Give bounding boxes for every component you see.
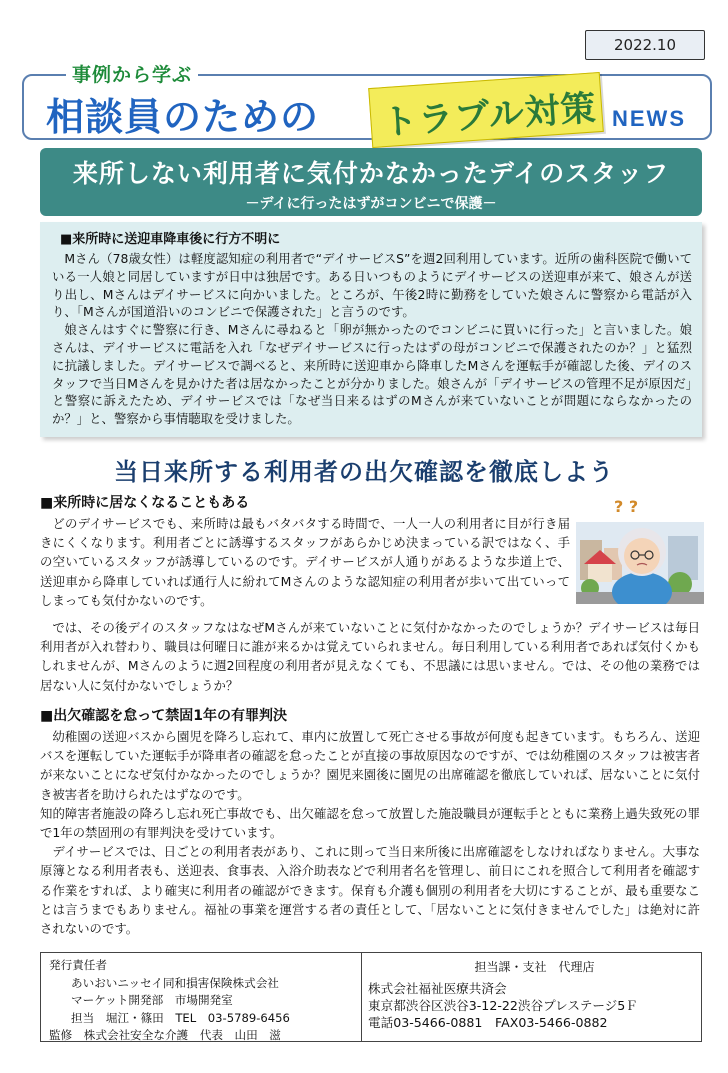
case-paragraph: Mさん（78歳女性）は軽度認知症の利用者で“デイサービスS”を週2回利用しています。近所の歯科医院で働いている一人娘と同居していますが日中は独居です。ある日いつものようにデイサービスの送迎車が来て、娘さんが送り出し、Mさんはデイサービスに向かいました。ところが、午後2時に勤務をしていた娘さんに警察から電話が入り、「Mさんが国道沿いのコンビニで保護された」と言うのです。 [52,251,692,320]
body-paragraph: 知的障害者施設の降ろし忘れ死亡事故でも、出欠確認を怠って放置した施設職員が運転手とともに業務上過失致死の罪で1年の禁固刑の有罪判決を受けています。 [40,805,700,841]
body-paragraph: どのデイサービスでも、来所時は最もバタバタする時間で、一人一人の利用者に目が行き届きにくくなります。利用者ごとに誘導するスタッフがあらかじめ決まっている訳ではなく、手の空いているスタッフが誘導しているのです。デイサービスが人通りがあるような歩道上で、送迎車から降車していれば通行人に紛れてMさんのような認知症の利用者が歩いて出ていってしまっても気付かないのです。 [40,516,570,608]
agent-label: 担当課・支社 代理店 [474,960,595,974]
body-paragraph: デイサービスでは、日ごとの利用者表があり、これに則って当日来所後に出席確認をしなければなりません。大事な原簿となる利用者表も、送迎表、食事表、入浴介助表などで利用者名を管理し、前日にこれを照合して利用者を確認する作業をすれば、より確実に利用者の確認ができます。保育も介護も個別の利用者を大切にすることが、最も重要なことは言うまでもありません。福祉の事業を運営する者の責任として、「居ないことに気付きませんでした」は絶対に許されないのです。 [40,844,700,937]
publisher-box [40,952,362,1042]
headline-subtitle: －デイに行ったはずがコンビニで保護－ [245,196,497,212]
section-title: 当日来所する利用者の出欠確認を徹底しよう [114,458,614,486]
headline-title: 来所しない利用者に気付かなかったデイのスタッフ [72,159,670,188]
body-paragraph: では、その後デイのスタッフなはなぜMさんが来ていないことに気付かなかったのでしょうか？デイサービスは毎日利用者が入れ替わり、職員は何曜日に誰が来るかは覚えていられません。毎日利用している利用者であれば気付くかもしれませんが、Mさんのように週2回程度の利用者が見えなくても、不思議には思いません。では、その他の業務では居ない人に気付かないでしょうか？ [40,620,700,693]
confused-elderly-illustration [576,492,704,604]
agent-phone: 電話03-5466-0881 FAX03-5466-0882 [368,1015,608,1030]
supervisor: 監修 株式会社安全な介護 代表 山田 滋 [49,1028,281,1042]
masthead-news: NEWS [612,106,686,131]
masthead-title: 相談員のための [46,95,320,139]
case-box [40,222,702,437]
masthead-kicker: 事例から学ぶ [66,60,198,87]
agent-name: 株式会社福祉医療共済会 [368,981,507,996]
publisher-dept: マーケット開発部 市場開発室 [71,993,233,1007]
masthead-trouble: トラブル対策 [381,88,598,144]
body-paragraph: 幼稚園の送迎バスから園児を降ろし忘れて、車内に放置して死亡させる事故が何度も起きています。もちろん、送迎バスを運転していた運転手が降車者の確認を怠ったことが直接の事故原因なのですが、では幼稚園のスタッフは被害者が来ないことになぜ気付かなかったのでしょうか？園児来園後に園児の出席確認を徹底していれば、居ないことに気付き被害者を助けられたはずなのです。 [40,729,700,802]
case-heading: ■来所時に送迎車降車後に行方不明に [60,232,281,247]
agent-box [362,952,702,1042]
issue-date: 2022.10 [585,30,705,60]
publisher-contact: 担当 堀江・篠田 TEL 03-5789-6456 [71,1010,290,1025]
question-marks: ? ? [614,497,639,516]
agent-address: 東京都渋谷区渋谷3-12-22渋谷プレステージ5Ｆ [368,998,638,1013]
subsection-heading: ■出欠確認を怠って禁固1年の有罪判決 [40,708,287,724]
headline-banner [40,148,702,216]
publisher-company: あいおいニッセイ同和損害保険株式会社 [71,975,279,990]
subsection-2 [40,705,700,938]
subsection-heading: ■来所時に居なくなることもある [40,495,250,511]
publisher-label: 発行責任者 [49,958,107,972]
case-paragraph: 娘さんはすぐに警察に行き、Mさんに尋ねると「卵が無かったのでコンビニに買いに行った」と言いました。娘さんは、デイサービスに電話を入れ「なぜデイサービスに行ったはずの母がコンビニで保護されたのか？」と猛烈に抗議しました。デイサービスで調べると、来所時に送迎車から降車したMさんを運転手が確認した後、デイのスタッフで当日Mさんを見かけた者は居なかったことが分かりました。娘さんが「デイサービスの管理不足が原因だ」と警察に訴えたため、デイサービスでは「なぜ当日来るはずのMさんが来ていないことが問題にならなかったのか？」と、警察から事情聴取を受けました。 [52,322,692,427]
